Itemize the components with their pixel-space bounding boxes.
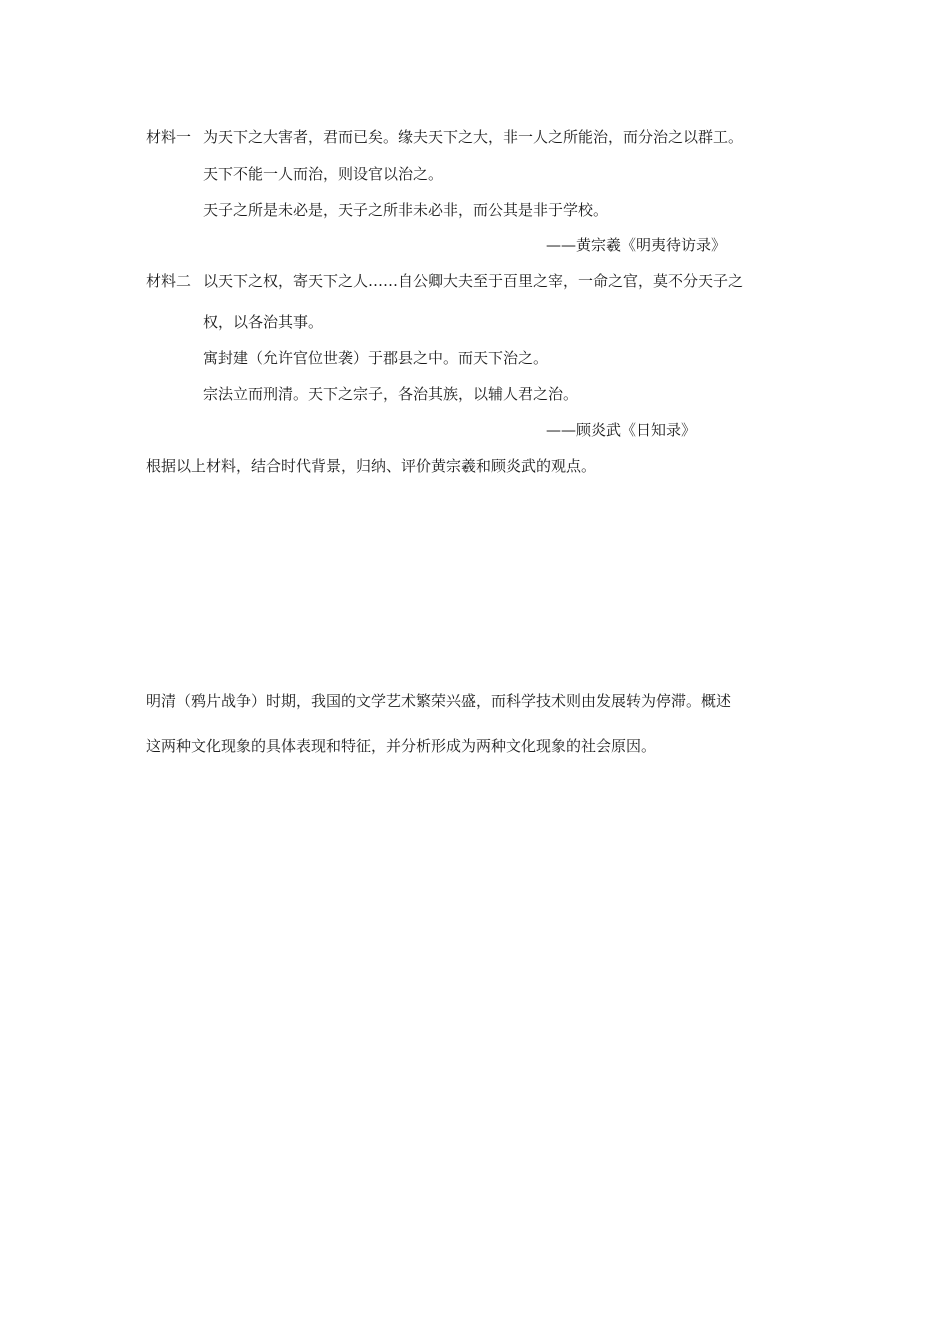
material-two-label: 材料二 (146, 272, 192, 290)
material-two-line-1: 以天下之权，寄天下之人……自公卿大夫至于百里之宰，一命之官，莫不分天子之 (203, 272, 744, 290)
material-two-line-4: 宗法立而刑清。天下之宗子，各治其族，以辅人君之治。 (203, 385, 579, 403)
question-two-line-1: 明清（鸦片战争）时期，我国的文学艺术繁荣兴盛，而科学技术则由发展转为停滞。概述 (146, 692, 732, 710)
material-two-source: ——顾炎武《日知录》 (546, 421, 697, 439)
material-one-line-2: 天下不能一人而治，则设官以治之。 (203, 165, 444, 183)
material-two-line-2: 权，以各治其事。 (203, 313, 324, 331)
material-one-source: ——黄宗羲《明夷待访录》 (546, 236, 727, 254)
material-one-label: 材料一 (146, 128, 192, 146)
material-two-line-3: 寓封建（允许官位世袭）于郡县之中。而天下治之。 (203, 349, 549, 367)
question-two-line-2: 这两种文化现象的具体表现和特征，并分析形成为两种文化现象的社会原因。 (146, 737, 657, 755)
material-one-line-1: 为天下之大害者，君而已矣。缘夫天下之大，非一人之所能治，而分治之以群工。 (203, 128, 744, 146)
material-one-line-3: 天子之所是未必是，天子之所非未必非，而公其是非于学校。 (203, 201, 609, 219)
question-one: 根据以上材料，结合时代背景，归纳、评价黄宗羲和顾炎武的观点。 (146, 457, 597, 475)
